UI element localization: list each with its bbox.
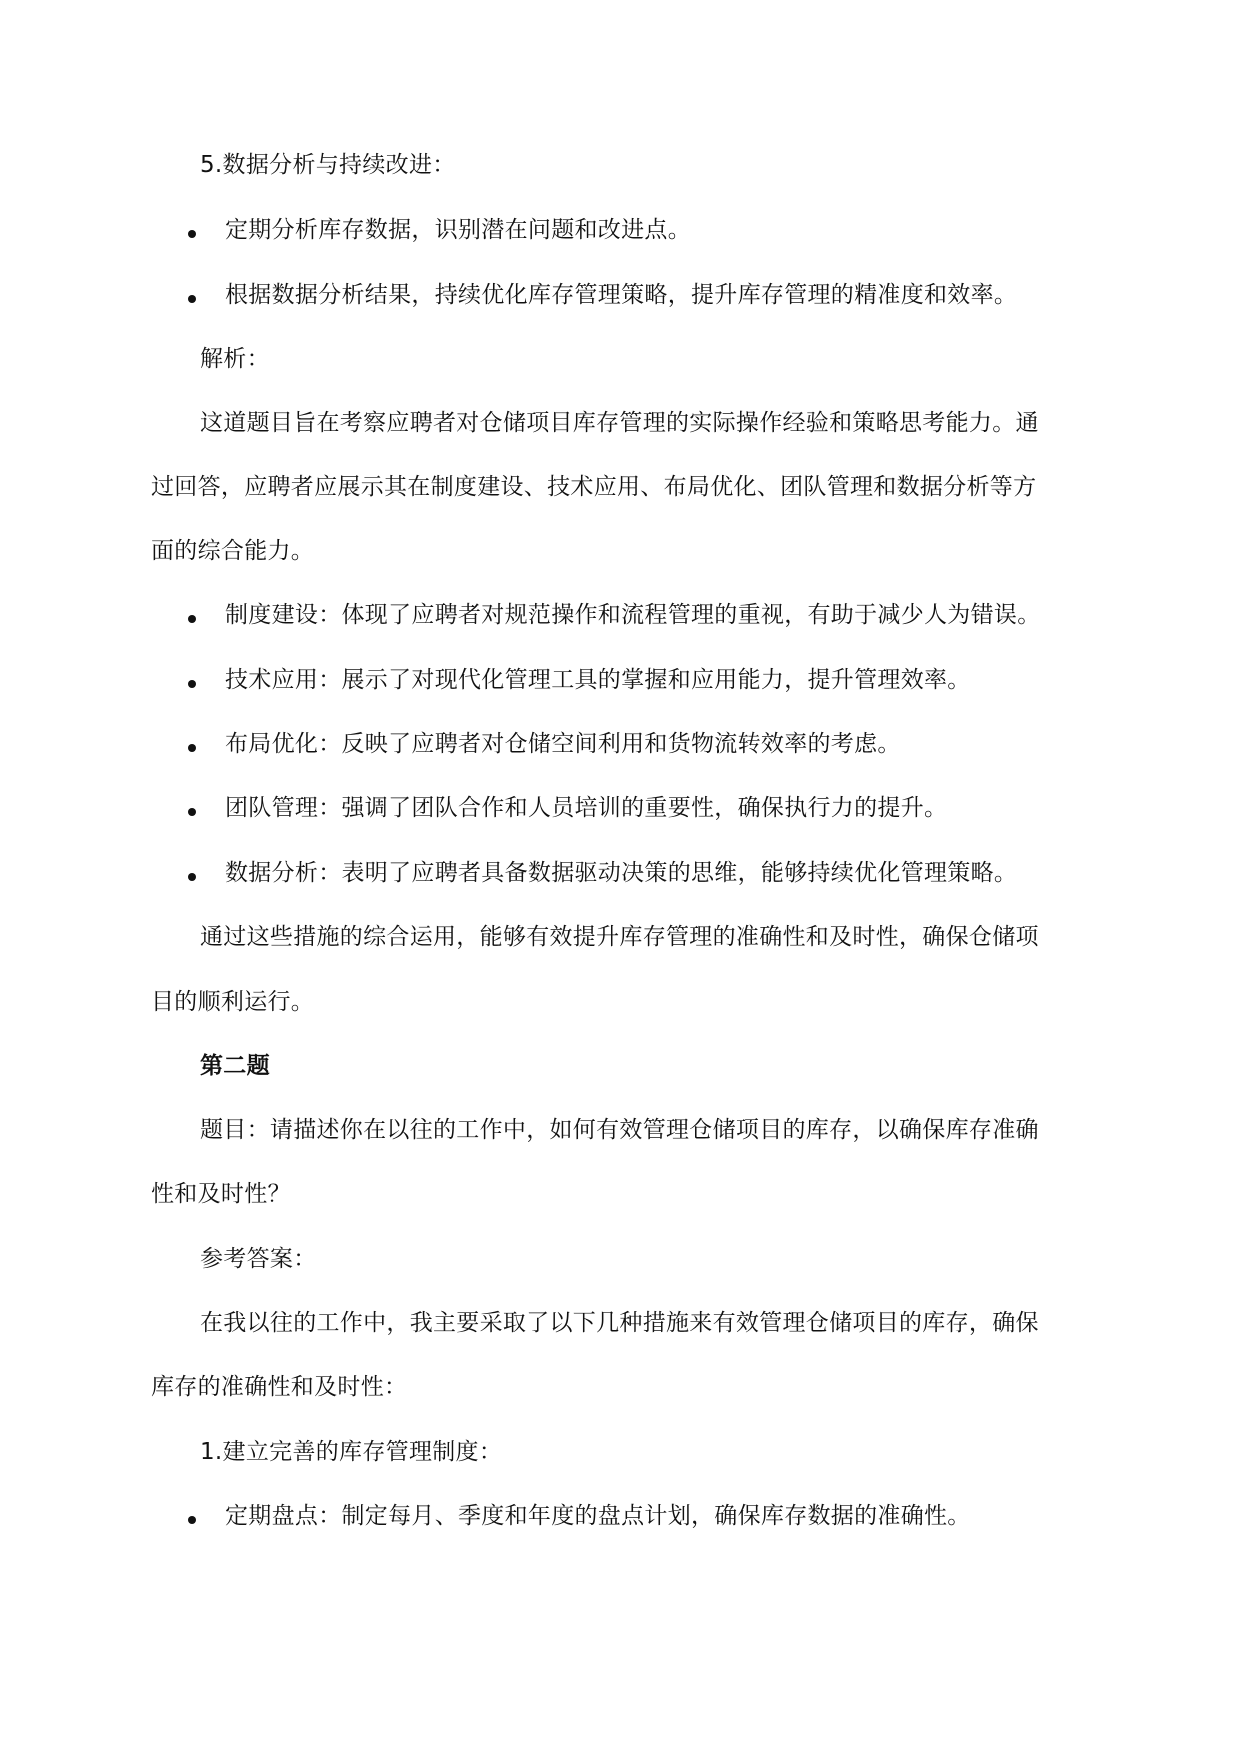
bullet-dot bbox=[188, 295, 196, 303]
question2-line-1: 题目：请描述你在以往的工作中，如何有效管理仓储项目的库存，以确保库存准确 bbox=[200, 1117, 1039, 1143]
bullet-dot bbox=[188, 615, 196, 623]
summary-line-2: 目的顺利运行。 bbox=[151, 989, 315, 1015]
bullet-dot bbox=[188, 230, 196, 238]
section1-heading: 1.建立完善的库存管理制度： bbox=[200, 1439, 503, 1465]
analysis-bullet-1: 制度建设：体现了应聘者对规范操作和流程管理的重视，有助于减少人为错误。 bbox=[225, 602, 1041, 628]
bullet-dot bbox=[188, 1516, 196, 1524]
bullet-dot bbox=[188, 873, 196, 881]
analysis-paragraph-line-1: 这道题目旨在考察应聘者对仓储项目库存管理的实际操作经验和策略思考能力。通 bbox=[200, 410, 1039, 436]
analysis-label: 解析： bbox=[200, 346, 270, 372]
section1-bullet-1: 定期盘点：制定每月、季度和年度的盘点计划，确保库存数据的准确性。 bbox=[225, 1503, 971, 1529]
bullet-dot bbox=[188, 680, 196, 688]
analysis-bullet-3: 布局优化：反映了应聘者对仓储空间利用和货物流转效率的考虑。 bbox=[225, 731, 901, 757]
summary-line-1: 通过这些措施的综合运用，能够有效提升库存管理的准确性和及时性，确保仓储项 bbox=[200, 924, 1039, 950]
analysis-bullet-4: 团队管理：强调了团队合作和人员培训的重要性，确保执行力的提升。 bbox=[225, 795, 948, 821]
answer-intro-line-2: 库存的准确性和及时性： bbox=[151, 1374, 408, 1400]
reference-answer-label: 参考答案： bbox=[200, 1246, 317, 1272]
answer-intro-line-1: 在我以往的工作中，我主要采取了以下几种措施来有效管理仓储项目的库存，确保 bbox=[200, 1310, 1039, 1336]
analysis-paragraph-line-2: 过回答，应聘者应展示其在制度建设、技术应用、布局优化、团队管理和数据分析等方 bbox=[151, 474, 1037, 500]
question2-heading: 第二题 bbox=[200, 1053, 270, 1079]
section5-heading: 5.数据分析与持续改进： bbox=[200, 152, 456, 178]
section5-bullet-1: 定期分析库存数据，识别潜在问题和改进点。 bbox=[225, 217, 691, 243]
bullet-dot bbox=[188, 744, 196, 752]
section5-bullet-2: 根据数据分析结果，持续优化库存管理策略，提升库存管理的精准度和效率。 bbox=[225, 282, 1018, 308]
analysis-bullet-5: 数据分析：表明了应聘者具备数据驱动决策的思维，能够持续优化管理策略。 bbox=[225, 860, 1018, 886]
question2-line-2: 性和及时性？ bbox=[151, 1181, 291, 1207]
bullet-dot bbox=[188, 808, 196, 816]
analysis-paragraph-line-3: 面的综合能力。 bbox=[151, 538, 315, 564]
analysis-bullet-2: 技术应用：展示了对现代化管理工具的掌握和应用能力，提升管理效率。 bbox=[225, 667, 971, 693]
